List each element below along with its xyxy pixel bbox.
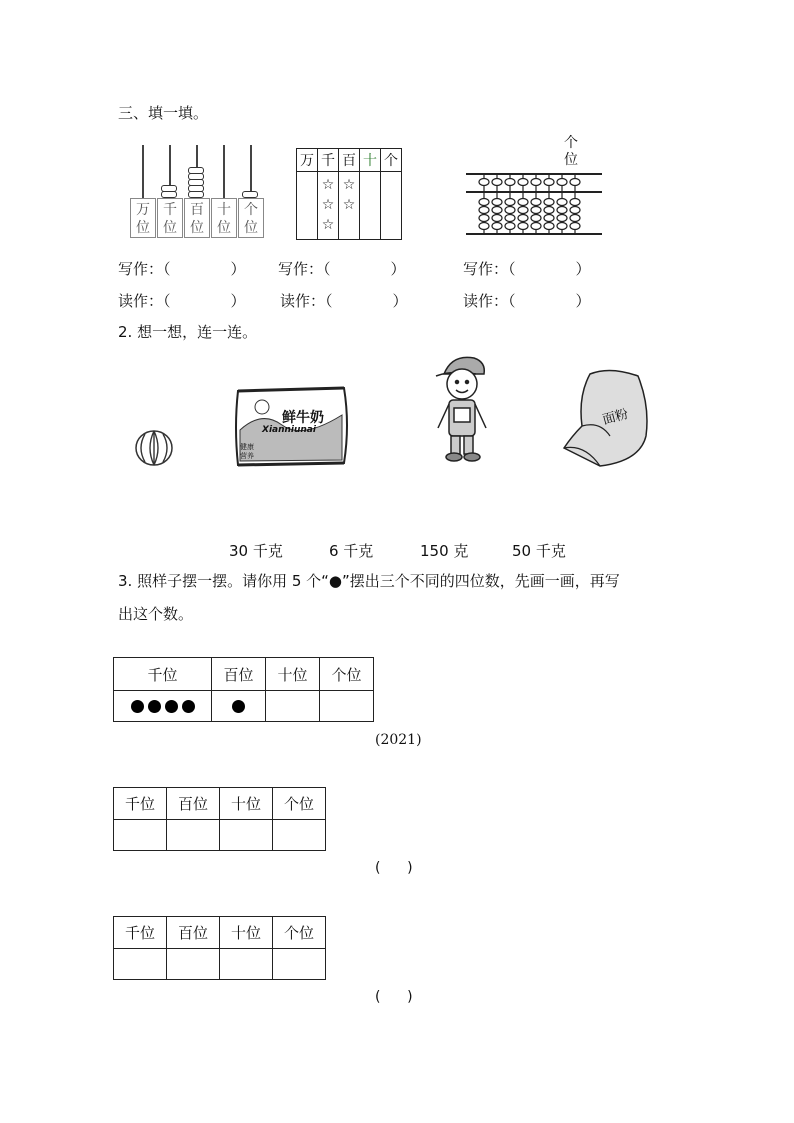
question-3-line2: 出这个数。 — [118, 605, 194, 623]
star-header-ge: 个 — [381, 149, 402, 172]
blank-answer-2[interactable]: ( ) — [375, 989, 413, 1005]
weight-150g: 150 克 — [420, 542, 469, 560]
star-place-table — [296, 148, 402, 240]
abacus-frame — [466, 135, 606, 240]
abacus-beads — [466, 173, 602, 235]
read-label-1: 读作：（ ） — [118, 292, 246, 310]
example-answer: (2021) — [375, 732, 422, 748]
milk-health: 健康营养 — [240, 443, 254, 460]
flour-sack-icon — [560, 366, 648, 470]
write-label-3: 写作：（ ） — [463, 260, 591, 278]
star-header-bai: 百 — [339, 149, 360, 172]
milk-brand: 鲜牛奶 — [282, 410, 324, 426]
example-place-table: 千位 百位 十位 个位 — [113, 657, 374, 722]
question-2-title: 2. 想一想，连一连。 — [118, 323, 258, 341]
watermelon-icon — [133, 428, 175, 468]
star-cell-qian: ☆ ☆ ☆ — [318, 172, 339, 240]
read-label-2: 读作：（ ） — [280, 292, 408, 310]
write-label-2: 写作：（ ） — [278, 260, 406, 278]
boy-icon — [432, 352, 494, 464]
weight-6kg: 6 千克 — [329, 542, 374, 560]
section-title: 三、填一填。 — [118, 104, 209, 122]
weight-50kg: 50 千克 — [512, 542, 566, 560]
star-header-shi: 十 — [360, 149, 381, 172]
abacus-label-shi: 十位 — [211, 198, 237, 238]
blank-answer-1[interactable]: ( ) — [375, 860, 413, 876]
blank-place-table-2: 千位 百位 十位 个位 — [113, 916, 326, 980]
abacus-label-bai: 百位 — [184, 198, 210, 238]
read-label-3: 读作：（ ） — [463, 292, 591, 310]
write-label-1: 写作：（ ） — [118, 260, 246, 278]
abacus-label-ge: 个位 — [238, 198, 264, 238]
flour-label: 面粉 — [601, 406, 631, 429]
blank-place-table-1: 千位 百位 十位 个位 — [113, 787, 326, 851]
star-header-wan: 万 — [297, 149, 318, 172]
example-bai-dots — [212, 691, 266, 722]
question-3-line1: 3. 照样子摆一摆。请你用 5 个“●”摆出三个不同的四位数，先画一画，再写 — [118, 572, 620, 590]
example-qian-dots — [114, 691, 212, 722]
abacus-ge-label: 个位 — [564, 135, 578, 168]
abacus-label-qian: 千位 — [157, 198, 183, 238]
milk-pinyin: Xianniunai — [262, 425, 316, 435]
star-cell-bai: ☆ ☆ — [339, 172, 360, 240]
milk-bag-icon — [232, 385, 352, 467]
star-header-qian: 千 — [318, 149, 339, 172]
weight-30kg: 30 千克 — [229, 542, 283, 560]
abacus-place-value — [128, 145, 268, 245]
abacus-label-wan: 万位 — [130, 198, 156, 238]
